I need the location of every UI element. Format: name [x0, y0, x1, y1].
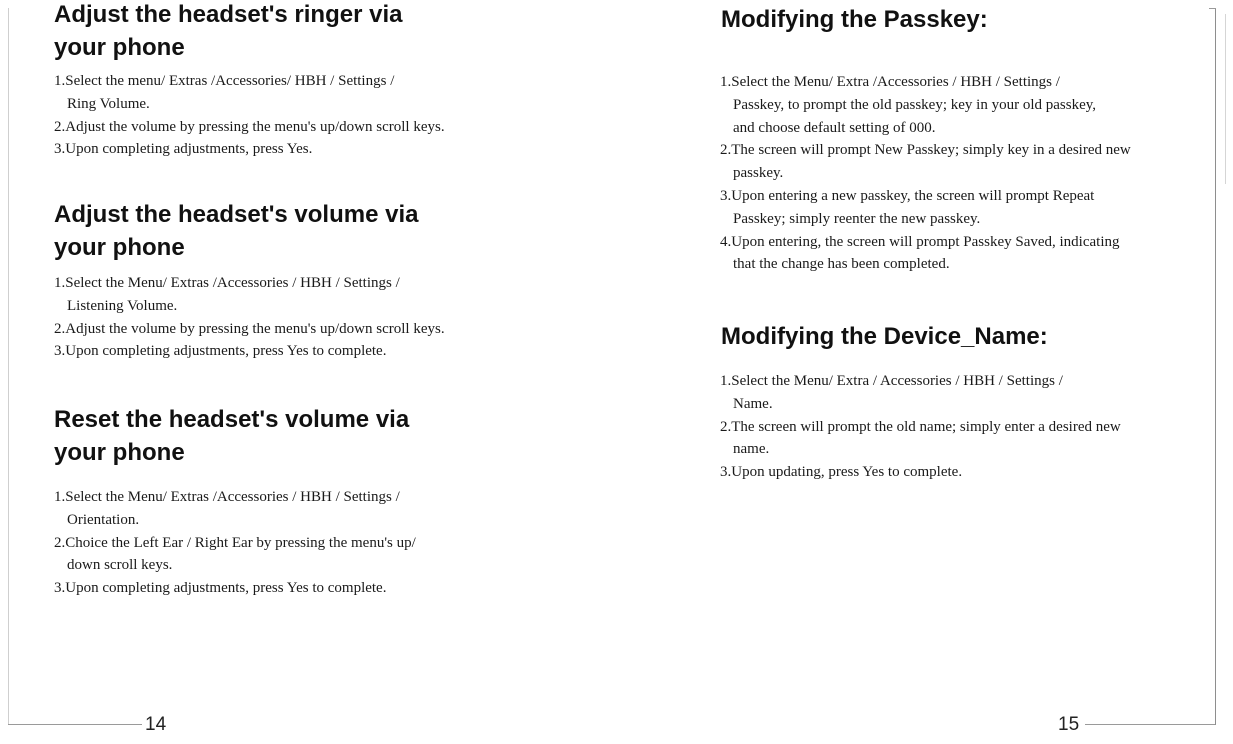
- step-item: [54, 70, 614, 116]
- step-item: [54, 340, 614, 363]
- section-heading-reset: Reset the headset's volume via your phone: [54, 406, 410, 466]
- section-heading-device-name: Modifying the Device_Name:: [721, 323, 1048, 350]
- right-page: [616, 0, 1233, 744]
- step-text: 4.Upon entering, the screen will prompt Passkey Saved, indicating: [720, 233, 1120, 250]
- step-continuation: Passkey, to prompt the old passkey; key in your old passkey, and choose default setting of 000.: [733, 96, 1097, 136]
- step-item: [720, 370, 1220, 416]
- step-continuation: passkey.: [733, 165, 784, 182]
- step-item: [54, 138, 614, 161]
- steps-list-reset: [54, 486, 614, 600]
- section-heading-passkey: Modifying the Passkey:: [721, 6, 988, 33]
- step-continuation: Listening Volume.: [67, 297, 178, 314]
- step-text: 2.Choice the Left Ear / Right Ear by pressing the menu's up/: [54, 534, 416, 551]
- page-number: 15: [1058, 714, 1080, 735]
- step-continuation: Ring Volume.: [67, 95, 150, 112]
- footer-rule: [1085, 724, 1216, 725]
- page-edge-shadow: [1225, 14, 1226, 184]
- step-item: [720, 416, 1220, 462]
- step-item: [54, 116, 614, 139]
- footer-rule: [8, 724, 142, 725]
- step-text: 2.The screen will prompt New Passkey; simply key in a desired new: [720, 142, 1131, 159]
- step-text: 3.Upon completing adjustments, press Yes.: [54, 141, 313, 158]
- step-item: [54, 577, 614, 600]
- section-heading-ringer: Adjust the headset's ringer via your phone: [54, 1, 403, 61]
- step-item: [720, 71, 1220, 139]
- step-text: 3.Upon completing adjustments, press Yes to complete.: [54, 580, 387, 597]
- step-continuation: Orientation.: [67, 511, 140, 528]
- step-item: [54, 486, 614, 532]
- steps-list-ringer: [54, 70, 614, 161]
- step-item: [54, 532, 614, 578]
- step-text: 2.Adjust the volume by pressing the menu's up/down scroll keys.: [54, 320, 445, 337]
- steps-list-volume: [54, 272, 614, 363]
- step-text: 3.Upon completing adjustments, press Yes to complete.: [54, 343, 387, 360]
- step-text: 1.Select the menu/ Extras /Accessories/ HBH / Settings /: [54, 73, 395, 89]
- steps-list-passkey: [720, 71, 1220, 276]
- step-text: 2.The screen will prompt the old name; simply enter a desired new: [720, 418, 1121, 435]
- page-edge-tick: [1209, 8, 1216, 9]
- step-item: [54, 272, 614, 318]
- step-continuation: down scroll keys.: [67, 557, 173, 574]
- step-continuation: that the change has been completed.: [733, 256, 950, 273]
- page-edge-line: [8, 8, 9, 725]
- step-text: 3.Upon updating, press Yes to complete.: [720, 464, 963, 481]
- step-item: [720, 231, 1220, 277]
- step-text: 1.Select the Menu/ Extra /Accessories / HBH / Settings /: [720, 74, 1060, 90]
- step-continuation: name.: [733, 441, 770, 458]
- step-item: [720, 185, 1220, 231]
- section-heading-volume: Adjust the headset's volume via your phone: [54, 201, 419, 261]
- step-text: 1.Select the Menu/ Extra / Accessories / HBH / Settings /: [720, 373, 1063, 389]
- step-text: 1.Select the Menu/ Extras /Accessories / HBH / Settings /: [54, 275, 400, 291]
- step-item: [54, 318, 614, 341]
- step-text: 1.Select the Menu/ Extras /Accessories / HBH / Settings /: [54, 489, 400, 505]
- left-page: [0, 0, 616, 744]
- step-continuation: Passkey; simply reenter the new passkey.: [733, 210, 981, 227]
- steps-list-device-name: [720, 370, 1220, 484]
- step-item: [720, 461, 1220, 484]
- page-number: 14: [145, 714, 167, 735]
- step-text: 3.Upon entering a new passkey, the screen will prompt Repeat: [720, 187, 1095, 204]
- page-edge-line: [1215, 8, 1216, 725]
- step-text: 2.Adjust the volume by pressing the menu's up/down scroll keys.: [54, 118, 445, 135]
- step-item: [720, 139, 1220, 185]
- step-continuation: Name.: [733, 395, 773, 412]
